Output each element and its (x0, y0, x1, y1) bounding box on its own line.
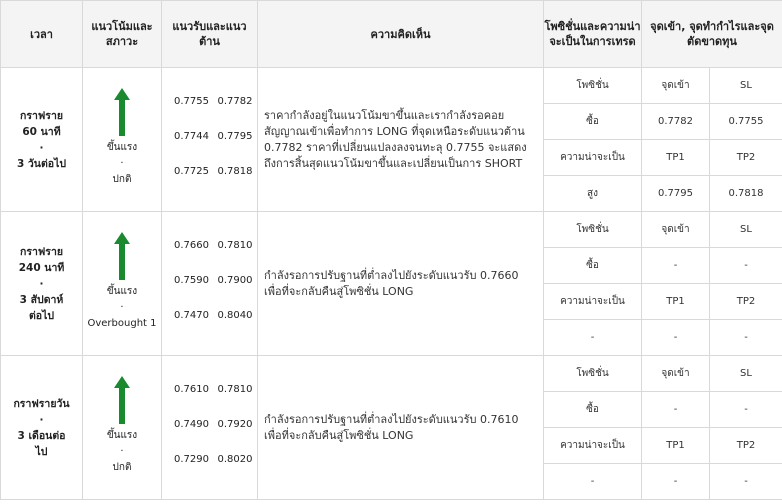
sl-value: 0.7755 (710, 104, 782, 140)
tp1-value: - (642, 464, 710, 500)
header-position: โพซิชั่นและความน่าจะเป็นในการเทรด (544, 1, 642, 68)
sl-label: SL (710, 212, 782, 248)
entry-label: จุดเข้า (642, 356, 710, 392)
sl-value: - (710, 248, 782, 284)
entry-value: 0.7782 (642, 104, 710, 140)
resistance-level: 0.7900 (217, 275, 253, 286)
level-row (162, 419, 257, 454)
resistance-level: 0.7810 (217, 240, 253, 251)
probability-value: - (544, 464, 642, 500)
sl-label: SL (710, 356, 782, 392)
timeframe-cell (1, 356, 83, 500)
entry-label: จุดเข้า (642, 68, 710, 104)
probability-label: ความน่าจะเป็น (544, 140, 642, 176)
level-row (162, 384, 257, 419)
header-entry: จุดเข้า, จุดทำกำไรและจุดตัดขาดทุน (642, 1, 782, 68)
position-value: ซื้อ (544, 104, 642, 140)
trend-separator: · (120, 446, 124, 457)
comment-cell: กำลังรอการปรับฐานที่ต่ำลงไปยังระดับแนวรับ 0.7660 เพื่อที่จะกลับคืนสู่โพซิชั่น LONG (258, 212, 544, 356)
probability-value: สูง (544, 176, 642, 212)
trend-state: ขึ้นแรง (106, 286, 138, 297)
position-value: ซื้อ (544, 248, 642, 284)
support-level: 0.7660 (174, 240, 209, 251)
timeframe-horizon: 3 วันต่อไป (16, 157, 67, 170)
trend-state: ขึ้นแรง (106, 142, 138, 153)
timeframe-separator: · (39, 413, 44, 426)
resistance-level: 0.7818 (217, 166, 253, 177)
position-value: ซื้อ (544, 392, 642, 428)
resistance-level: 0.7795 (217, 131, 253, 142)
entry-label: จุดเข้า (642, 212, 710, 248)
header-comment: ความคิดเห็น (258, 1, 544, 68)
up-arrow-icon (114, 376, 130, 424)
table-row (1, 212, 782, 248)
trend-condition: Overbought 1 (87, 318, 157, 329)
resistance-level: 0.8040 (217, 310, 253, 321)
tp1-label: TP1 (642, 428, 710, 464)
levels-cell (162, 68, 258, 212)
tp2-label: TP2 (710, 140, 782, 176)
levels-cell (162, 356, 258, 500)
level-row (162, 96, 257, 131)
comment-cell: ราคากำลังอยู่ในแนวโน้มขาขึ้นและเรากำลังรอคอยสัญญาณเข้าเพื่อทำการ LONG ที่จุดเหนือระดับแนวต้าน 0.7782 ราคาที่เปลี่ยนแปลงลงจนทะลุ 0.7755 จะแสดงถึงการสิ้นสุดแนวโน้มขาขึ้นและเปลี่ยนเป็นการ SHORT (258, 68, 544, 212)
levels-cell (162, 212, 258, 356)
tp2-value: - (710, 320, 782, 356)
trend-cell (83, 68, 162, 212)
header-levels: แนวรับและแนวต้าน (162, 1, 258, 68)
timeframe-label: กราฟรายวัน (13, 397, 70, 410)
trend-condition: ปกติ (112, 462, 132, 473)
resistance-level: 0.7782 (217, 96, 253, 107)
timeframe-horizon-cont: ไป (35, 445, 48, 458)
level-row (162, 166, 257, 201)
resistance-level: 0.7810 (217, 384, 253, 395)
tp1-label: TP1 (642, 140, 710, 176)
level-row (162, 240, 257, 275)
header-trend: แนวโน้มและสภาวะ (83, 1, 162, 68)
entry-value: - (642, 392, 710, 428)
header-row (1, 1, 782, 68)
sl-label: SL (710, 68, 782, 104)
support-level: 0.7590 (174, 275, 209, 286)
trend-state: ขึ้นแรง (106, 430, 138, 441)
tp1-label: TP1 (642, 284, 710, 320)
probability-label: ความน่าจะเป็น (544, 428, 642, 464)
position-label: โพซิชั่น (544, 68, 642, 104)
support-level: 0.7755 (174, 96, 209, 107)
probability-label: ความน่าจะเป็น (544, 284, 642, 320)
level-row (162, 275, 257, 310)
level-row (162, 131, 257, 166)
trend-cell (83, 356, 162, 500)
trend-cell (83, 212, 162, 356)
trend-condition: ปกติ (112, 174, 132, 185)
timeframe-separator: · (39, 277, 44, 290)
position-label: โพซิชั่น (544, 356, 642, 392)
support-level: 0.7470 (174, 310, 209, 321)
support-level: 0.7490 (174, 419, 209, 430)
probability-value: - (544, 320, 642, 356)
up-arrow-icon (114, 88, 130, 136)
sl-value: - (710, 392, 782, 428)
tp2-label: TP2 (710, 284, 782, 320)
tp2-value: - (710, 464, 782, 500)
timeframe-separator: · (39, 141, 44, 154)
timeframe-period: 240 นาที (18, 261, 65, 274)
support-level: 0.7290 (174, 454, 209, 465)
timeframe-horizon: 3 เดือนต่อ (17, 429, 66, 442)
level-row (162, 454, 257, 489)
level-row (162, 310, 257, 345)
timeframe-cell (1, 68, 83, 212)
support-level: 0.7610 (174, 384, 209, 395)
tp2-label: TP2 (710, 428, 782, 464)
table-row (1, 68, 782, 104)
support-level: 0.7725 (174, 166, 209, 177)
tp1-value: - (642, 320, 710, 356)
timeframe-label: กราฟราย (19, 109, 63, 122)
timeframe-horizon-cont: ต่อไป (28, 309, 55, 322)
timeframe-period: 60 นาที (22, 125, 61, 138)
entry-value: - (642, 248, 710, 284)
up-arrow-icon (114, 232, 130, 280)
trend-separator: · (120, 158, 124, 169)
support-level: 0.7744 (174, 131, 209, 142)
trend-separator: · (120, 302, 124, 313)
table-row (1, 356, 782, 392)
header-time: เวลา (1, 1, 83, 68)
tp1-value: 0.7795 (642, 176, 710, 212)
comment-cell: กำลังรอการปรับฐานที่ต่ำลงไปยังระดับแนวรับ 0.7610 เพื่อที่จะกลับคืนสู่โพซิชั่น LONG (258, 356, 544, 500)
position-label: โพซิชั่น (544, 212, 642, 248)
timeframe-cell (1, 212, 83, 356)
tp2-value: 0.7818 (710, 176, 782, 212)
timeframe-label: กราฟราย (19, 245, 63, 258)
timeframe-horizon: 3 สัปดาห์ (19, 293, 64, 306)
resistance-level: 0.7920 (217, 419, 253, 430)
resistance-level: 0.8020 (217, 454, 253, 465)
